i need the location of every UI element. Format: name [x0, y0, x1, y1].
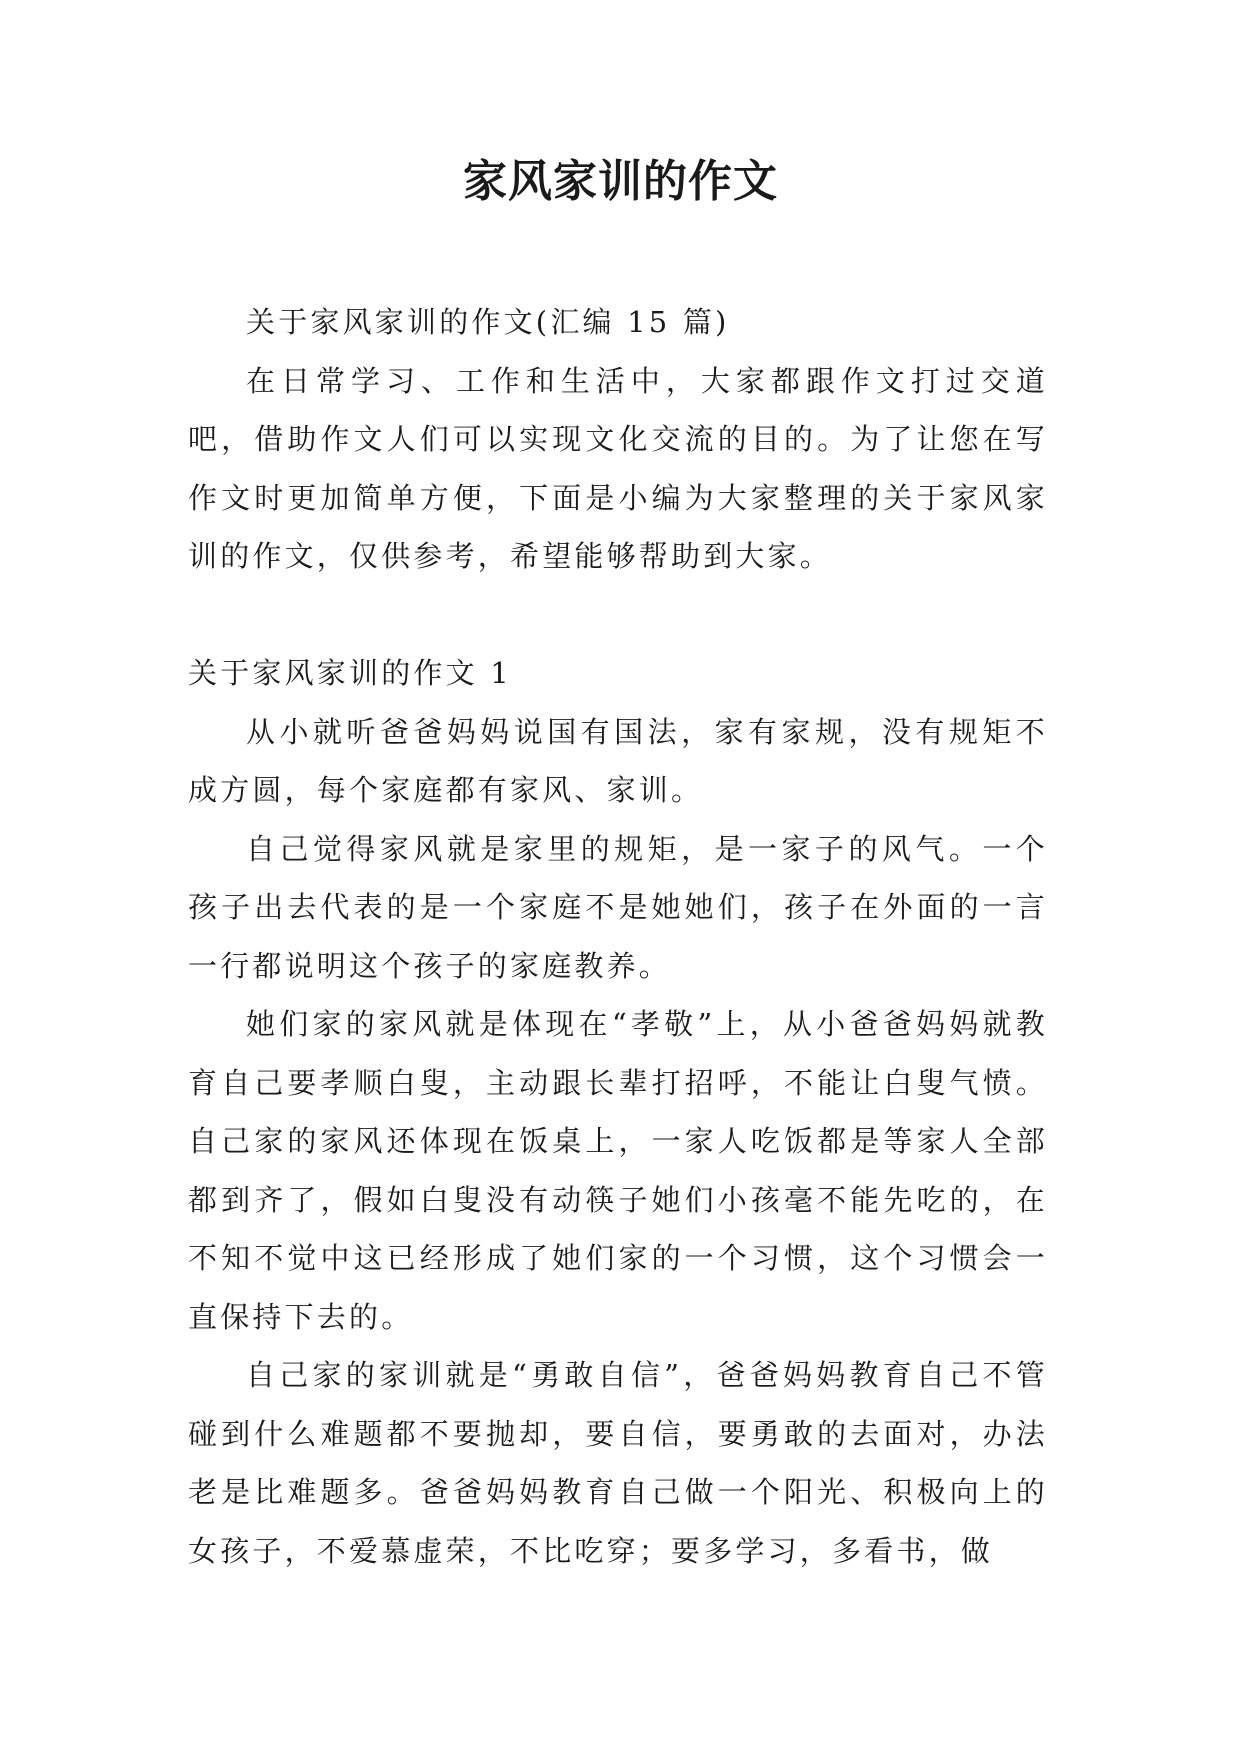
section-paragraph: 自己觉得家风就是家里的规矩，是一家子的风气。一个孩子出去代表的是一个家庭不是她她们，孩子在外面的一言一行都说明这个孩子的家庭教养。 — [188, 831, 1048, 983]
document-title: 家风家训的作文 — [463, 156, 778, 207]
section-heading: 关于家风家训的作文 1 — [188, 656, 512, 690]
section-paragraph: 她们家的家风就是体现在“孝敬”上，从小爸爸妈妈就教育自己要孝顺白叟，主动跟长辈打招呼，不能让白叟气愤。自己家的家风还体现在饭桌上，一家人吃饭都是等家人全部都到齐了，假如白叟没有动筷子她们小孩毫不能先吃的，在不知不觉中这已经形成了她们家的一个习惯，这个习惯会一直保持下去的。 — [188, 1007, 1048, 1334]
document-subtitle: 关于家风家训的作文(汇编 15 篇) — [246, 305, 730, 339]
document-body — [188, 293, 1048, 1580]
section-paragraph: 从小就听爸爸妈妈说国有国法，家有家规，没有规矩不成方圆，每个家庭都有家风、家训。 — [188, 714, 1048, 807]
intro-paragraph: 在日常学习、工作和生活中，大家都跟作文打过交道吧，借助作文人们可以实现文化交流的目的。为了让您在写作文时更加简单方便，下面是小编为大家整理的关于家风家训的作文，仅供参考，希望能够帮助到大家。 — [188, 363, 1048, 573]
section-paragraph: 自己家的家训就是“勇敢自信”，爸爸妈妈教育自己不管碰到什么难题都不要抛却，要自信，要勇敢的去面对，办法老是比难题多。爸爸妈妈教育自己做一个阳光、积极向上的女孩子，不爱慕虚荣，不比吃穿；要多学习，多看书，做 — [188, 1358, 1048, 1568]
